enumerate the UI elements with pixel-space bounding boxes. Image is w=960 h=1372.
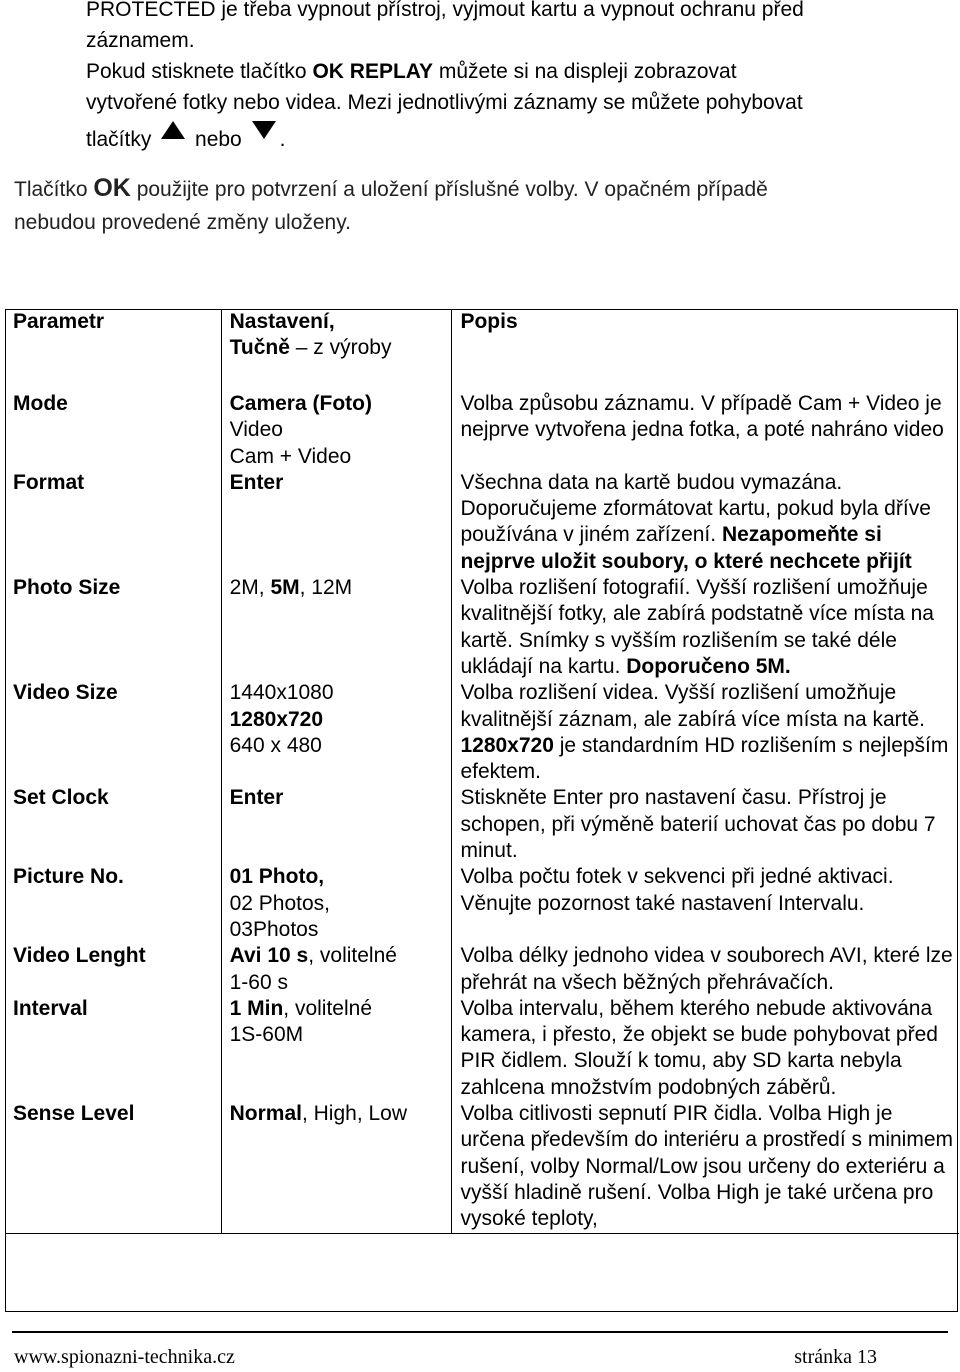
table-header-row — [5, 309, 959, 391]
intro-line: záznamem. — [86, 29, 195, 52]
footer-page-number: stránka 13 — [794, 1346, 877, 1368]
table-row: Interval 1 Min, volitelné 1S-60M Volba intervalu, během kterého nebude aktivována kamera, i přesto, že objekt se bude pohybovat před PIR čidlem. Slouží k tomu, aby SD karta nebyla zahlcena množstvím podobných záběrů. — [5, 996, 959, 1101]
table-row: Sense Level Normal, High, Low Volba citlivosti sepnutí PIR čidla. Volba High je určena především do interiéru a prostředí s minimem rušení, volby Normal/Low jsou určeny do exteriéru a vyšší hladině rušení. Volba High je také určena pro vysoké teploty, — [5, 1101, 959, 1233]
table-row: Set Clock Enter Stiskněte Enter pro nastavení času. Přístroj je schopen, při výměně baterií uchovat čas po dobu 7 minut. — [5, 785, 959, 864]
footer-divider — [12, 1331, 948, 1333]
header-nastaveni: Nastavení, Tučně – z výroby — [221, 309, 452, 391]
header-parametr: Parametr — [5, 309, 221, 391]
intro-line: tlačítky nebo . — [86, 124, 946, 155]
parameters-table — [5, 309, 959, 1234]
arrow-down-icon — [252, 121, 276, 139]
intro-line: PROTECTED je třeba vypnout přístroj, vyjmout kartu a vypnout ochranu před — [86, 0, 804, 21]
table-row: Video Size 1440x1080 1280x720 640 x 480 Volba rozlišení videa. Vyšší rozlišení umožňuje kvalitnější záznam, ale zabírá více místa na kartě. 1280x720 je standardním HD rozlišením s nejlepším efektem. — [5, 680, 959, 785]
intro-text — [86, 0, 946, 155]
arrow-up-icon — [161, 121, 185, 139]
table-row: Photo Size 2M, 5M, 12M Volba rozlišení fotografií. Vyšší rozlišení umožňuje kvalitnější fotky, ale zabírá podstatně více místa na kartě. Snímky s vyšším rozlišením se také déle ukládají na kartu. Doporučeno 5M. — [5, 575, 959, 680]
table-row: Mode Camera (Foto) Video Cam + Video Volba způsobu záznamu. V případě Cam + Video je nejprve vytvořena jedna fotka, a poté nahráno video — [5, 391, 959, 470]
intro-line: Pokud stisknete tlačítko OK REPLAY můžete si na displeji zobrazovat — [86, 60, 737, 83]
table-row: Video Lenght Avi 10 s, volitelné 1-60 s Volba délky jednoho videa v souborech AVI, které lze přehrát na všech běžných přehrávačích. — [5, 943, 959, 996]
footer-website: www.spionazni-technika.cz — [14, 1346, 235, 1368]
table-row: Format Enter Všechna data na kartě budou vymazána. Doporučujeme zformátovat kartu, pokud byla dříve používána v jiném zařízení. Nezapomeňte si nejprve uložit soubory, o které nechcete přijít — [5, 470, 959, 575]
intro-line: vytvořené fotky nebo videa. Mezi jednotlivými záznamy se můžete pohybovat — [86, 91, 803, 114]
table-row: Picture No. 01 Photo, 02 Photos, 03Photos Volba počtu fotek v sekvenci při jedné aktivaci. Věnujte pozornost také nastavení Intervalu. — [5, 864, 959, 943]
ok-replay-label: OK REPLAY — [312, 60, 434, 83]
header-popis: Popis — [460, 310, 518, 333]
ok-note: Tlačítko OK použijte pro potvrzení a uložení příslušné volby. V opačném případě nebudou provedené změny uloženy. — [14, 174, 768, 234]
ok-label: OK — [93, 174, 131, 202]
